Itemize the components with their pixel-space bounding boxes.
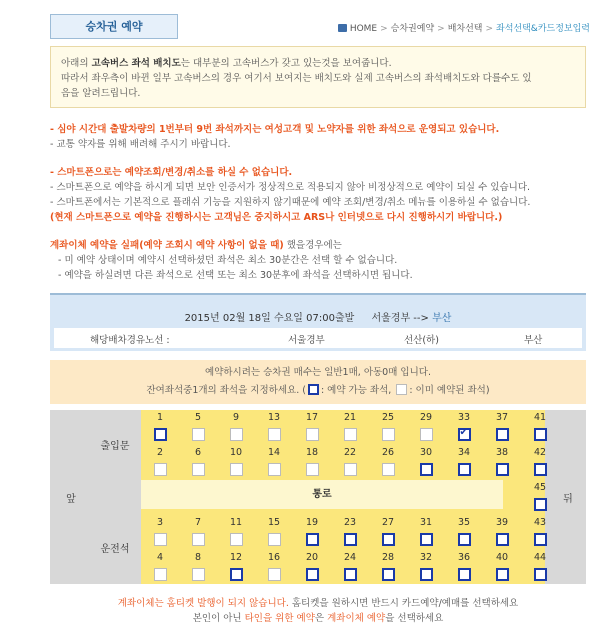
seat-21 [337, 412, 363, 446]
trip-origin: 서울경부 [371, 313, 411, 324]
seat-36[interactable] [451, 552, 477, 586]
seat-checkbox [230, 463, 243, 476]
seat-number: 9 [232, 412, 240, 423]
footer-text: 홈티켓을 원하시면 반드시 카드예약/예매를 선택하세요 [288, 598, 519, 609]
seat-number: 3 [156, 517, 164, 528]
seat-4 [147, 552, 173, 586]
seat-35[interactable] [451, 517, 477, 551]
seat-43[interactable] [527, 517, 553, 551]
seat-checkbox [192, 463, 205, 476]
seat-39[interactable] [489, 517, 515, 551]
available-seat-legend-icon [308, 384, 319, 395]
seat-checkbox[interactable] [344, 533, 357, 546]
transfer-fail-warning [50, 238, 342, 253]
seat-checkbox [268, 463, 281, 476]
seat-41[interactable] [527, 412, 553, 446]
breadcrumb-separator: > [380, 24, 388, 34]
smartphone-warning-note: (현재 스마트폰으로 예약을 진행하시는 고객님은 중지하시고 ARS나 인터넷으로 다시 진행하시기 바랍니다.) [50, 212, 503, 223]
smartphone-warning-sub: - 스마트폰에서는 기본적으로 플래쉬 기능을 지원하지 않기때문에 예약 조회/변경/취소 메뉴를 이용하실 수 없습니다. [50, 197, 531, 208]
notice-text: 아래의 [61, 58, 92, 69]
seat-checkbox[interactable] [306, 568, 319, 581]
breadcrumb-dispatch-select[interactable]: 배차선택 [447, 24, 483, 34]
seat-number: 25 [381, 412, 395, 423]
seat-checkbox [382, 463, 395, 476]
seat-number: 15 [267, 517, 281, 528]
route-stop: 서울경부 [288, 335, 325, 346]
instruction-text: 잔여좌석중1개의 좌석을 지정하세요. ( [146, 385, 306, 396]
seat-40[interactable] [489, 552, 515, 586]
seat-number: 13 [267, 412, 281, 423]
seat-checkbox[interactable] [420, 568, 433, 581]
seat-45[interactable] [527, 482, 553, 516]
seat-1[interactable] [147, 412, 173, 446]
seat-23[interactable] [337, 517, 363, 551]
seat-number: 32 [419, 552, 433, 563]
seat-checkbox[interactable] [458, 533, 471, 546]
footer-highlight: 계좌이체는 홈티켓 발행이 되지 않습니다. [117, 598, 289, 609]
seat-checkbox[interactable] [382, 533, 395, 546]
seat-28[interactable] [375, 552, 401, 586]
transfer-fail-sub: - 예약을 하실려면 다른 좌석으로 선택 또는 최소 30분후에 좌석을 선택하시면 됩니다. [58, 270, 413, 281]
footer-text: 본인이 아닌 [192, 613, 245, 624]
trip-route [371, 313, 451, 324]
notice-text: 따라서 좌우측이 바뀐 일부 고속버스의 경우 여기서 보여지는 배치도와 실제 고속버스의 좌석배치도와 다를수도 있 [61, 73, 532, 84]
bus-seat-map [50, 410, 586, 584]
home-icon [338, 24, 347, 32]
seat-checkbox[interactable] [496, 568, 509, 581]
seat-checkbox[interactable] [230, 568, 243, 581]
trip-date-line [50, 309, 586, 324]
seat-checkbox [344, 428, 357, 441]
seat-number: 26 [381, 447, 395, 458]
seat-checkbox[interactable] [534, 498, 547, 511]
seat-30[interactable] [413, 447, 439, 481]
legend-text: : 예약 가능 좌석, [320, 385, 392, 396]
notice-text: 음을 알려드립니다. [61, 88, 141, 99]
seat-number: 21 [343, 412, 357, 423]
seat-18 [299, 447, 325, 481]
seat-6 [185, 447, 211, 481]
footer-notice [50, 596, 586, 626]
seat-25 [375, 412, 401, 446]
seat-7 [185, 517, 211, 551]
route-stop: 부산 [524, 335, 543, 346]
seat-checkbox [154, 533, 167, 546]
seat-area [141, 410, 545, 584]
seat-checkbox[interactable] [534, 568, 547, 581]
seat-3 [147, 517, 173, 551]
seat-2 [147, 447, 173, 481]
seat-34[interactable] [451, 447, 477, 481]
seat-number: 42 [533, 447, 547, 458]
seat-16 [261, 552, 287, 586]
seat-checkbox [268, 533, 281, 546]
seat-32[interactable] [413, 552, 439, 586]
footer-highlight: 타인을 위한 예약 [244, 613, 315, 624]
seat-42[interactable] [527, 447, 553, 481]
seat-13 [261, 412, 287, 446]
seat-10 [223, 447, 249, 481]
seat-number: 38 [495, 447, 509, 458]
seat-checkbox[interactable] [534, 463, 547, 476]
seat-number: 20 [305, 552, 319, 563]
seat-number: 39 [495, 517, 509, 528]
seat-checkbox [154, 568, 167, 581]
seat-38[interactable] [489, 447, 515, 481]
seat-9 [223, 412, 249, 446]
seat-checkbox [192, 533, 205, 546]
seat-29 [413, 412, 439, 446]
seat-checkbox[interactable] [382, 568, 395, 581]
seat-31[interactable] [413, 517, 439, 551]
seat-number: 14 [267, 447, 281, 458]
seat-number: 17 [305, 412, 319, 423]
seat-number: 18 [305, 447, 319, 458]
bus-front-label: 앞 [66, 494, 76, 505]
breadcrumb-separator: > [485, 24, 494, 34]
seat-number: 41 [533, 412, 547, 423]
seat-checkbox[interactable] [420, 463, 433, 476]
seat-44[interactable] [527, 552, 553, 586]
page-title-tab: 승차권 예약 [50, 14, 178, 39]
seat-number: 33 [457, 412, 471, 423]
breadcrumb-home[interactable]: HOME [349, 24, 378, 34]
seat-number: 27 [381, 517, 395, 528]
seat-number: 31 [419, 517, 433, 528]
seat-select-text [50, 382, 586, 400]
seat-checkbox [192, 568, 205, 581]
seat-checkbox[interactable] [496, 428, 509, 441]
seat-number: 7 [194, 517, 202, 528]
seat-checkbox [306, 463, 319, 476]
seat-number: 6 [194, 447, 202, 458]
seat-24[interactable] [337, 552, 363, 586]
seat-checkbox [344, 463, 357, 476]
seat-33[interactable] [451, 412, 477, 446]
seat-number: 12 [229, 552, 243, 563]
seat-checkbox [230, 533, 243, 546]
seat-checkbox[interactable] [458, 428, 471, 441]
trip-destination: 부산 [432, 313, 452, 324]
breadcrumb-ticket-reservation[interactable]: 승차권예약 [390, 24, 435, 34]
seat-37[interactable] [489, 412, 515, 446]
seat-number: 37 [495, 412, 509, 423]
seat-instructions [50, 360, 586, 404]
aisle: 통로 [141, 480, 503, 509]
seat-checkbox[interactable] [458, 463, 471, 476]
transfer-fail-sub: - 미 예약 상태이며 예약시 선택하셨던 좌석은 최소 30분간은 선택 할 수 없습니다. [58, 255, 398, 266]
seat-checkbox [192, 428, 205, 441]
driver-seat-label: 운전석 [100, 544, 130, 555]
footer-line [50, 596, 586, 611]
seat-checkbox[interactable] [534, 428, 547, 441]
notice-text: 는 대부분의 고속버스가 갖고 있는것을 보여줍니다. [180, 58, 392, 69]
seat-checkbox [230, 428, 243, 441]
seat-number: 11 [229, 517, 243, 528]
seat-checkbox[interactable] [344, 568, 357, 581]
seat-checkbox[interactable] [458, 568, 471, 581]
trip-date: 2015년 02월 18일 수요일 07:00출발 [184, 313, 355, 324]
seat-number: 44 [533, 552, 547, 563]
seat-number: 4 [156, 552, 164, 563]
seat-number: 24 [343, 552, 357, 563]
notice-highlight: 고속버스 좌석 배치도 [91, 58, 181, 69]
legend-text: : 이미 예약된 좌석) [409, 385, 490, 396]
seat-11 [223, 517, 249, 551]
seat-checkbox[interactable] [496, 463, 509, 476]
seat-number: 1 [156, 412, 164, 423]
breadcrumb-current: 좌석선택&카드정보입력 [496, 24, 590, 34]
transfer-fail-text: 했을경우에는 [283, 240, 342, 251]
seat-checkbox [268, 428, 281, 441]
trip-info-bar [50, 293, 586, 351]
footer-text: 은 [314, 613, 328, 624]
footer-line [50, 611, 586, 626]
seat-8 [185, 552, 211, 586]
route-stops-row [54, 328, 582, 348]
route-label: 해당배차경유노선 : [90, 335, 170, 346]
seat-number: 35 [457, 517, 471, 528]
taken-seat-legend-icon [396, 384, 407, 395]
seat-layout-notice [50, 46, 586, 108]
breadcrumb-separator: > [437, 24, 445, 34]
seat-number: 10 [229, 447, 243, 458]
seat-checkbox[interactable] [154, 428, 167, 441]
seat-17 [299, 412, 325, 446]
seat-number: 2 [156, 447, 164, 458]
trip-arrow: --> [413, 313, 429, 324]
seat-checkbox[interactable] [534, 533, 547, 546]
seat-checkbox[interactable] [496, 533, 509, 546]
seat-14 [261, 447, 287, 481]
seat-number: 29 [419, 412, 433, 423]
seat-number: 45 [533, 482, 547, 493]
transfer-fail-highlight: 계좌이체 예약을 실패(예약 조회시 예약 사항이 없을 때) [50, 240, 284, 251]
seat-checkbox [420, 428, 433, 441]
smartphone-warning: - 스마트폰으로는 예약조회/변경/취소를 하실 수 없습니다. [50, 167, 293, 178]
seat-number: 30 [419, 447, 433, 458]
seat-number: 19 [305, 517, 319, 528]
seat-number: 8 [194, 552, 202, 563]
late-night-warning: - 심야 시간대 출발차량의 1번부터 9번 좌석까지는 여성고객 및 노약자를 위한 좌석으로 운영되고 있습니다. [50, 124, 500, 135]
seat-number: 43 [533, 517, 547, 528]
seat-checkbox [382, 428, 395, 441]
seat-27[interactable] [375, 517, 401, 551]
seat-number: 28 [381, 552, 395, 563]
seat-checkbox [154, 463, 167, 476]
footer-highlight: 계좌이체 예약 [327, 613, 386, 624]
bus-back-label: 뒤 [563, 494, 573, 505]
seat-number: 40 [495, 552, 509, 563]
seat-number: 5 [194, 412, 202, 423]
seat-number: 22 [343, 447, 357, 458]
seat-5 [185, 412, 211, 446]
seat-15 [261, 517, 287, 551]
seat-26 [375, 447, 401, 481]
seat-checkbox [306, 428, 319, 441]
entrance-door-label: 출입문 [100, 441, 130, 452]
late-night-warning-sub: - 교통 약자를 위해 배려해 주시기 바랍니다. [50, 139, 231, 150]
smartphone-warning-sub: - 스마트폰으로 예약을 하시게 되면 보안 인증서가 정상적으로 적용되지 않아 비정상적으로 예약이 되실 수 있습니다. [50, 182, 531, 193]
route-stop: 선산(하) [404, 335, 439, 346]
breadcrumb [338, 21, 590, 34]
seat-22 [337, 447, 363, 481]
seat-number: 16 [267, 552, 281, 563]
footer-text: 을 선택하세요 [385, 613, 444, 624]
seat-12[interactable] [223, 552, 249, 586]
seat-checkbox [268, 568, 281, 581]
seat-number: 34 [457, 447, 471, 458]
seat-19[interactable] [299, 517, 325, 551]
seat-number: 23 [343, 517, 357, 528]
seat-checkbox[interactable] [306, 533, 319, 546]
ticket-count-text: 예약하시려는 승차권 매수는 일반1매, 아동0매 입니다. [205, 367, 431, 378]
seat-number: 36 [457, 552, 471, 563]
seat-checkbox[interactable] [420, 533, 433, 546]
seat-20[interactable] [299, 552, 325, 586]
